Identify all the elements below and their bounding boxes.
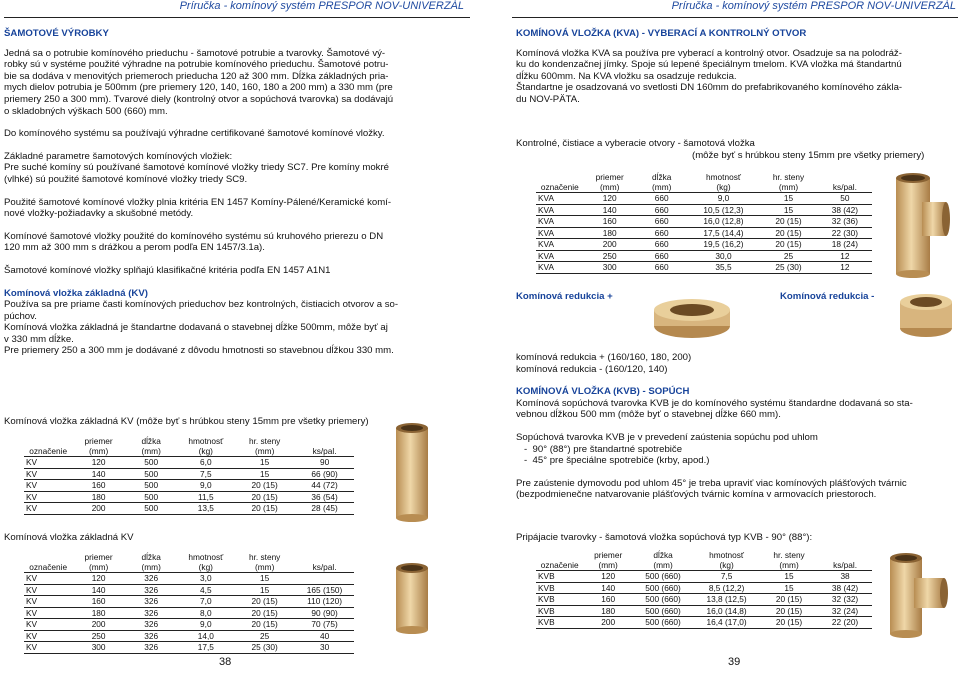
table-cell: 32 (36) xyxy=(831,216,859,226)
left-p3-line: Základné parametre šamotových komínových vložiek: xyxy=(4,150,233,162)
table-cell: 15 xyxy=(260,468,270,479)
table-cell: 110 (120) xyxy=(307,596,343,606)
table-cell: 500 xyxy=(144,480,159,490)
table1-caption: Komínová vložka základná KV (môže byť s hrúbkou steny 15mm pre všetky priemery) xyxy=(4,416,369,427)
table-cell: 15 xyxy=(260,457,270,467)
kva-text-line: du NOV-PÄTA. xyxy=(516,93,580,105)
table-cell: 32 (24) xyxy=(831,605,859,616)
table-cell: 500 xyxy=(144,468,159,479)
kv-text-line: Pre priemery 250 a 300 mm je dodávané z dôvodu hmotnosti so stavebnou dĺžkou 330 mm. xyxy=(4,345,394,357)
col-ks-pal: ks/pal. xyxy=(832,182,857,192)
table-cell: 140 xyxy=(601,582,616,593)
table-row xyxy=(24,503,354,515)
kva-caption1: Kontrolné, čistiace a vyberacie otvory - šamotová vložka xyxy=(516,138,755,149)
table2-body xyxy=(24,573,354,654)
kv-text-line: púchov. xyxy=(4,310,37,322)
right-header-rule xyxy=(512,17,958,18)
table-cell: 12 xyxy=(840,250,850,261)
table-cell: 22 (20) xyxy=(831,617,859,627)
table-row xyxy=(536,617,872,629)
table-cell: 200 xyxy=(91,619,106,629)
left-p1-line: priemery 250 a 300 mm). Tvarové diely (kontrolný otvor a sopúchová tvarovka) sa dodávajú xyxy=(4,93,394,105)
table-cell: 20 (15) xyxy=(775,605,803,616)
table-cell: KV xyxy=(26,503,38,513)
col-priemer: priemer (mm) xyxy=(84,552,113,572)
table-cell: 20 (15) xyxy=(251,619,278,629)
table-cell: 165 (150) xyxy=(306,584,343,595)
table-cell: 20 (15) xyxy=(251,596,278,606)
table2-caption: Komínová vložka základná KV xyxy=(4,532,134,543)
table-row xyxy=(536,216,872,228)
table1 xyxy=(24,436,354,515)
reduction-plus-image xyxy=(650,296,734,340)
table-cell: 12 xyxy=(840,262,850,272)
table-row xyxy=(24,480,354,492)
table-cell: KV xyxy=(26,596,38,606)
table-cell: 8,0 xyxy=(200,607,212,618)
table4 xyxy=(536,550,872,629)
table-cell: 20 (15) xyxy=(775,594,803,604)
table-row xyxy=(24,607,354,619)
kv-text-line: v 330 mm dĺžke. xyxy=(4,333,74,345)
table-cell: KV xyxy=(26,457,38,467)
table-cell: 66 (90) xyxy=(311,468,338,479)
left-header-rule xyxy=(4,17,470,18)
table-cell: 7,0 xyxy=(200,596,212,606)
table-cell: 180 xyxy=(601,605,616,616)
table-cell: 250 xyxy=(602,250,617,261)
table-row xyxy=(536,250,872,262)
table-cell: 9,0 xyxy=(200,480,212,490)
table-row xyxy=(24,457,354,469)
table-cell: 16,0 (14,8) xyxy=(706,605,747,616)
table-cell: 9,0 xyxy=(717,193,730,203)
table-cell: 36 (54) xyxy=(311,491,338,502)
table-cell: 9,0 xyxy=(200,619,212,629)
table-row xyxy=(24,573,354,585)
table-cell: 500 (660) xyxy=(645,617,681,627)
table-cell: 13,5 xyxy=(197,503,214,513)
table1-body xyxy=(24,457,354,515)
left-page-number: 38 xyxy=(219,656,232,668)
col-hmotnost: hmotnosť (kg) xyxy=(706,172,741,192)
table-cell: KV xyxy=(26,630,38,641)
table-cell: 20 (15) xyxy=(775,216,802,226)
table-cell: 38 (42) xyxy=(831,582,859,593)
table-cell: 326 xyxy=(144,573,159,583)
table-cell: 15 xyxy=(784,582,794,593)
table-row xyxy=(24,619,354,631)
col-priemer: priemer (mm) xyxy=(84,436,113,456)
kvb-title: KOMÍNOVÁ VLOŽKA (KVB) - SOPÚCH xyxy=(516,386,690,398)
table-cell: 70 (75) xyxy=(311,619,338,629)
table-cell: 326 xyxy=(144,607,159,618)
table-cell: 20 (15) xyxy=(251,503,278,513)
col-hr-steny: hr. steny (mm) xyxy=(248,552,281,572)
table2-header-row xyxy=(24,552,354,573)
table-cell: KVA xyxy=(538,227,554,238)
kva-text-line: Štandartne je osadzovaná vo svetlosti DN 160mm do prefabrikovaného komínového zákla- xyxy=(516,82,903,94)
table-cell: 7,5 xyxy=(720,571,733,581)
left-p4-line: nové vložky-požiadavky a skušobné metódy. xyxy=(4,208,194,220)
table-row xyxy=(536,204,872,216)
table-row xyxy=(536,239,872,251)
table-row xyxy=(24,596,354,608)
table-row xyxy=(24,584,354,596)
table-cell: 500 xyxy=(144,491,159,502)
kva-text-line: Komínová vložka KVA sa používa pre vyberací a kontrolný otvor. Osadzuje sa na polodráž- xyxy=(516,47,902,59)
table-cell: 20 (15) xyxy=(775,617,803,627)
col-dlzka: dĺžka (mm) xyxy=(653,550,673,570)
table-cell: 120 xyxy=(602,193,617,203)
table-cell: 7,5 xyxy=(200,468,212,479)
kvb-bullet: - 45° pre špeciálne spotrebiče (krby, apod.) xyxy=(516,455,710,467)
table-cell: KVA xyxy=(538,216,554,226)
kvb-text-line: Pre zaústenie dymovodu pod uhlom 45° je treba upraviť viac komínových plášťových tvárnic xyxy=(516,477,907,489)
col-hr-steny: hr. steny (mm) xyxy=(248,436,281,456)
table-cell: KVA xyxy=(538,193,554,203)
table-cell: 660 xyxy=(654,227,669,238)
col-hmotnost: hmotnosť (kg) xyxy=(188,552,224,572)
col-oznacenie: označenie xyxy=(29,446,68,456)
table-row xyxy=(24,642,354,654)
left-p1-line: bie sa dodáva v menovitých priemeroch prieducha 120 až 300 mm. Dĺžka základných pria- xyxy=(4,70,389,82)
kvb-text-line: (bezpodmienečne natvarovanie plášťových tvárnic komína v armovacích priestoroch. xyxy=(516,489,877,501)
col-ks-pal: ks/pal. xyxy=(312,562,337,572)
table-cell: 30 xyxy=(319,642,330,652)
kva-section xyxy=(516,28,956,106)
table-cell: KVB xyxy=(538,605,555,616)
table-cell: 160 xyxy=(91,596,106,606)
kva-caption2: (môže byť s hrúbkou steny 15mm pre všetky priemery) xyxy=(692,150,925,161)
col-ks-pal: ks/pal. xyxy=(312,446,337,456)
left-p1-line: robky sú v systéme použité výhradne na potrubie komínového prieduchu. Šamotové potru- xyxy=(4,59,389,71)
reduction-plus-label: Komínová redukcia + xyxy=(516,291,613,302)
table-cell: 120 xyxy=(601,571,616,581)
table-cell: 200 xyxy=(91,503,106,513)
table-row xyxy=(536,227,872,239)
left-p1-line: o skladobných výškach 500 (660) mm. xyxy=(4,105,168,117)
table-cell: 180 xyxy=(91,607,106,618)
table-cell: 500 xyxy=(144,503,159,513)
table-cell: KVB xyxy=(538,571,555,581)
table-cell: 30,0 xyxy=(715,250,732,261)
table-cell: 660 xyxy=(654,239,669,249)
left-p3-line: (vlhké) sú použité šamotové komínové vložky triedy SC9. xyxy=(4,173,248,185)
table-cell: 500 (660) xyxy=(645,582,681,593)
table-cell: 326 xyxy=(144,584,159,595)
table-cell: 16,4 (17,0) xyxy=(706,617,747,627)
col-priemer: priemer (mm) xyxy=(594,550,623,570)
kvb-section xyxy=(516,352,956,501)
col-dlzka: dĺžka (mm) xyxy=(141,436,161,456)
right-page-number: 39 xyxy=(728,656,741,668)
reduction-minus-label: Komínová redukcia - xyxy=(780,291,875,302)
table-cell: 660 xyxy=(654,204,669,215)
table3-header-row xyxy=(536,172,872,193)
table2 xyxy=(24,552,354,654)
table-cell: 40 xyxy=(319,630,330,641)
col-oznacenie: označenie xyxy=(29,562,68,572)
table-row xyxy=(24,468,354,480)
table-cell: 500 (660) xyxy=(645,594,681,604)
table-cell: KV xyxy=(26,480,38,490)
table-cell: 90 xyxy=(319,457,330,467)
table-cell: 38 (42) xyxy=(831,204,859,215)
left-p1-line: Jedná sa o potrubie komínového prieduchu - šamotové potrubie a tvarovky. Šamotové vý- xyxy=(4,47,386,59)
table-cell: 15 xyxy=(783,204,794,215)
table-cell: 15 xyxy=(260,573,270,583)
table-cell: 13,8 (12,5) xyxy=(706,594,747,604)
table-cell: 18 (24) xyxy=(831,239,859,249)
kvb-bullet: - 90° (88°) pre štandartné spotrebiče xyxy=(516,443,683,455)
table-cell: 140 xyxy=(91,584,106,595)
table-cell: KV xyxy=(26,491,38,502)
table-cell: 500 (660) xyxy=(645,571,681,581)
table-cell: 25 xyxy=(783,250,794,261)
table-row xyxy=(24,630,354,642)
table-cell: KV xyxy=(26,642,38,652)
table-cell: KVA xyxy=(538,250,554,261)
table-row xyxy=(536,262,872,274)
reduction-text-line: komínová redukcia + (160/160, 180, 200) xyxy=(516,352,692,363)
table3 xyxy=(536,172,872,274)
table-cell: 160 xyxy=(91,480,106,490)
table-cell: 300 xyxy=(602,262,617,272)
table-cell: 44 (72) xyxy=(311,480,338,490)
table-cell: 326 xyxy=(144,596,159,606)
table-cell: 200 xyxy=(601,617,616,627)
col-dlzka: dĺžka (mm) xyxy=(652,172,672,192)
table-cell: 6,0 xyxy=(200,457,212,467)
table-cell: 8,5 (12,2) xyxy=(708,582,745,593)
table-cell: 25 xyxy=(260,630,270,641)
table-cell: 20 (15) xyxy=(251,480,278,490)
kva-text-line: ku do kondenzačnej jímky. Spoje sú lepené špeciálnym tmelom. KVA vložka má štandartnú xyxy=(516,59,902,71)
col-oznacenie: označenie xyxy=(540,182,579,192)
table-cell: KVA xyxy=(538,239,554,249)
kv-title: Komínová vložka základná (KV) xyxy=(4,287,148,299)
table3-body xyxy=(536,193,872,274)
col-priemer: priemer (mm) xyxy=(595,172,624,192)
table-cell: 11,5 xyxy=(198,491,214,502)
kv-short-pipe-image xyxy=(392,560,432,636)
table-cell: 32 (32) xyxy=(831,594,859,604)
table-cell: 660 xyxy=(654,262,669,272)
table-cell: KV xyxy=(26,468,38,479)
table-cell: 15 xyxy=(783,193,794,203)
table-cell: 660 xyxy=(654,193,669,203)
table-cell: 20 (15) xyxy=(251,607,278,618)
left-running-header: Príručka - komínový systém PRESPOR NOV-UNIVERZÁL xyxy=(179,0,464,12)
left-p5-line: Komínové šamotové vložky použité do komínového systému sú kruhového prierezu o DN xyxy=(4,230,384,242)
kvb-connector-image xyxy=(884,550,950,640)
table-row xyxy=(24,491,354,503)
kvb-text-line: Sopúchová tvarovka KVB je v prevedení zaústenia sopúchu pod uhlom xyxy=(516,431,818,443)
table-cell: 140 xyxy=(91,468,106,479)
table-cell: 326 xyxy=(144,642,159,652)
left-p2: Do komínového systému sa používajú výhradne certifikované šamotové komínové vložky. xyxy=(4,128,385,140)
table4-header-row xyxy=(536,550,872,571)
kva-inspection-pipe-image xyxy=(888,170,950,278)
table-cell: 10,5 (12,3) xyxy=(703,204,744,215)
col-hmotnost: hmotnosť (kg) xyxy=(188,436,224,456)
table1-header-row xyxy=(24,436,354,457)
table-cell: 19,5 (16,2) xyxy=(703,239,744,249)
table-cell: 15 xyxy=(784,571,794,581)
table-cell: 50 xyxy=(840,193,850,203)
table-cell: 120 xyxy=(91,457,106,467)
table-cell: 20 (15) xyxy=(251,491,278,502)
table-cell: 28 (45) xyxy=(311,503,338,513)
table-row xyxy=(536,582,872,594)
right-running-header: Príručka - komínový systém PRESPOR NOV-UNIVERZÁL xyxy=(671,0,956,12)
table-cell: 38 xyxy=(840,571,850,581)
table-cell: 25 (30) xyxy=(251,642,278,652)
table-cell: 14,0 xyxy=(197,630,214,641)
table-cell: 17,5 xyxy=(197,642,214,652)
col-dlzka: dĺžka (mm) xyxy=(141,552,161,572)
col-hr-steny: hr. steny (mm) xyxy=(772,172,805,192)
table-cell: 326 xyxy=(144,630,159,641)
table-cell: 500 xyxy=(144,457,159,467)
col-oznacenie: označenie xyxy=(540,560,579,570)
kv-pipe-image xyxy=(392,418,432,524)
right-title: KOMÍNOVÁ VLOŽKA (KVA) - VYBERACÍ A KONTROLNÝ OTVOR xyxy=(516,28,807,39)
table-cell: 326 xyxy=(144,619,159,629)
table-cell: 16,0 (12,8) xyxy=(703,216,744,226)
table-row xyxy=(536,605,872,617)
table-cell: 90 (90) xyxy=(311,607,338,618)
table-cell: KV xyxy=(26,584,38,595)
table-cell: 120 xyxy=(91,573,106,583)
left-p6: Šamotové komínové vložky splňajú klasifikačné kritéria podľa EN 1457 A1N1 xyxy=(4,264,331,276)
table-cell: 140 xyxy=(602,204,617,215)
table-cell: 35,5 xyxy=(715,262,732,272)
table-cell: KVA xyxy=(538,262,554,272)
table-cell: 20 (15) xyxy=(775,239,802,249)
table-cell: 15 xyxy=(260,584,270,595)
col-hmotnost: hmotnosť (kg) xyxy=(709,550,745,570)
table-cell: 180 xyxy=(91,491,106,502)
table-cell: KVB xyxy=(538,617,555,627)
table4-caption: Pripájacie tvarovky - šamotová vložka sopúchová typ KVB - 90° (88°): xyxy=(516,532,813,543)
left-title: ŠAMOTOVÉ VÝROBKY xyxy=(4,28,109,39)
table-cell: 20 (15) xyxy=(775,227,802,238)
table-row xyxy=(536,193,872,205)
table-cell: 180 xyxy=(602,227,617,238)
table-cell: 250 xyxy=(91,630,106,641)
reduction-minus-image xyxy=(896,290,956,342)
table-cell: 22 (30) xyxy=(831,227,859,238)
col-hr-steny: hr. steny (mm) xyxy=(773,550,805,570)
reduction-text-line: komínová redukcia - (160/120, 140) xyxy=(516,363,668,375)
table-cell: KVB xyxy=(538,582,555,593)
table-cell: 3,0 xyxy=(200,573,212,583)
table-cell: 660 xyxy=(654,216,669,226)
left-p1-line: mych dielov potrubia je 500mm (pre priemery 120, 140, 160, 180 a 200 mm) a 330 mm (pre xyxy=(4,82,393,94)
table-cell: KV xyxy=(26,619,38,629)
right-page xyxy=(480,0,960,684)
table-cell: KV xyxy=(26,607,38,618)
table-cell: 660 xyxy=(654,250,669,261)
table-cell: 17,5 (14,4) xyxy=(703,227,744,238)
kv-text-line: Používa sa pre priame časti komínových prieduchov bez kontrolných, čistiacich otvorov a so- xyxy=(4,299,399,311)
table-cell: KVA xyxy=(538,204,554,215)
table-cell: 4,5 xyxy=(200,584,212,595)
table-cell: 300 xyxy=(91,642,106,652)
col-ks-pal: ks/pal. xyxy=(833,560,858,570)
left-p3-line: Pre suché komíny sú používané šamotové komínové vložky triedy SC7. Pre komíny mokré xyxy=(4,162,389,174)
left-intro-section xyxy=(4,28,468,357)
table-row xyxy=(536,594,872,606)
table-cell: 500 (660) xyxy=(645,605,681,616)
table-cell: KVB xyxy=(538,594,555,604)
left-p4-line: Použité šamotové komínové vložky plnia kritéria EN 1457 Komíny-Pálené/Keramické komí- xyxy=(4,196,392,208)
table4-body xyxy=(536,571,872,629)
table-cell: 200 xyxy=(602,239,617,249)
table-row xyxy=(536,571,872,583)
kv-text-line: Komínová vložka základná je štandartne dodavaná o stavebnej dĺžke 500mm, môže byť aj xyxy=(4,322,388,334)
table-cell: 160 xyxy=(602,216,617,226)
table-cell: 25 (30) xyxy=(775,262,802,272)
kvb-text-line: Komínová sopúchová tvarovka KVB je do komínového systému štandardne dodavaná so sta- xyxy=(516,397,913,409)
kva-text-line: dĺžku 600mm. Na KVA vložku sa osadzuje redukcia. xyxy=(516,70,737,82)
left-p5-line: 120 mm až 300 mm s drážkou a perom podľa EN 1457/3.1a). xyxy=(4,242,265,254)
table-cell: 160 xyxy=(601,594,616,604)
table-cell: KV xyxy=(26,573,38,583)
table-cell xyxy=(295,573,354,585)
kvb-text-line: vebnou dĺžkou 500 mm (môže byť o stavebnej dĺžke 660 mm). xyxy=(516,409,781,421)
